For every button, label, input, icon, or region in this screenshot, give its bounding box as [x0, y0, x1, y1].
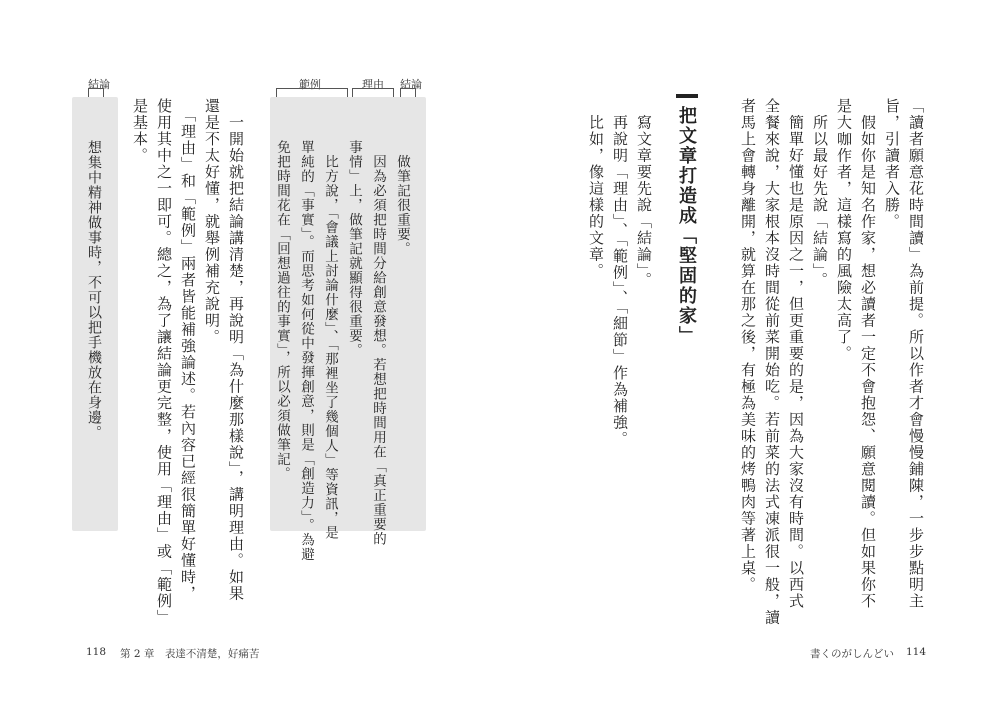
conclusion-text: 想集中精神做事時，不可以把手機放在身邊。: [86, 140, 102, 440]
body-column: 一開始就把結論講清楚，再說明「為什麼那樣說」，講明理由。如果: [227, 98, 245, 602]
page-number: 118: [86, 646, 107, 658]
body-column: 寫文章要先說「結論」。: [635, 98, 653, 289]
body-column: 假如你是知名作家，想必讀者一定不會抱怨、願意閱讀。但如果你不: [859, 98, 877, 610]
section-heading-marker: [676, 94, 698, 98]
body-column: 是基本。: [131, 98, 149, 164]
example-line: 因為必須把時間分給創意發想。若想把時間用在「真正重要的: [370, 140, 386, 546]
body-column: 比如，像這樣的文章。: [587, 98, 605, 280]
example-line: 事情」上，做筆記就顯得很重要。: [346, 140, 362, 358]
body-column: 還是不太好懂，就舉例補充說明。: [203, 98, 221, 346]
body-column: 「理由」和「範例」兩者皆能補強論述。若內容已經很簡單好懂時，: [179, 98, 197, 602]
body-column: 再說明「理由」、「範例」、「細節」作為補強。: [611, 98, 629, 448]
label-reason: 理由: [362, 78, 384, 91]
body-column: 全餐來說，大家根本沒時間從前菜開始吃。若前菜的法式凍派很一般，讀: [763, 98, 781, 626]
running-head: 書くのがしんどい: [810, 648, 894, 660]
label-conclusion: 結論: [400, 78, 422, 91]
example-line: 做筆記很重要。: [394, 140, 410, 256]
body-column: 「讀者願意花時間讀」為前提。所以作者才會慢慢鋪陳，一步步點明主: [907, 98, 925, 610]
body-column: 簡單好懂也是原因之一，但更重要的是，因為大家沒有時間。以西式: [787, 98, 805, 610]
example-line: 單純的「事實」。而思考如何從中發揮創意，則是「創造力」。為避: [298, 140, 314, 562]
section-heading: 把文章打造成「堅固的家」: [676, 106, 697, 346]
example-line: 比方說，「會議上討論什麼」、「那裡坐了幾個人」等資訊，是: [322, 140, 338, 541]
page-number: 114: [906, 646, 927, 658]
example-line: 免把時間花在「回想過往的事實」，所以必須做筆記。: [274, 140, 290, 482]
body-column: 使用其中之一即可。總之，為了讓結論更完整，使用「理由」或「範例」: [155, 98, 173, 626]
label-example: 範例: [299, 78, 321, 91]
body-column: 是大咖作者，這樣寫的風險太高了。: [835, 98, 853, 362]
body-column: 旨，引讀者入勝。: [883, 98, 901, 230]
chapter-title: 第 2 章 表達不清楚，好痛苦: [120, 648, 260, 660]
body-column: 者馬上會轉身離開，就算在那之後，有極為美味的烤鴨肉等著上桌。: [739, 98, 757, 593]
label-conclusion: 結論: [88, 78, 110, 91]
body-column: 所以最好先說「結論」。: [811, 98, 829, 289]
